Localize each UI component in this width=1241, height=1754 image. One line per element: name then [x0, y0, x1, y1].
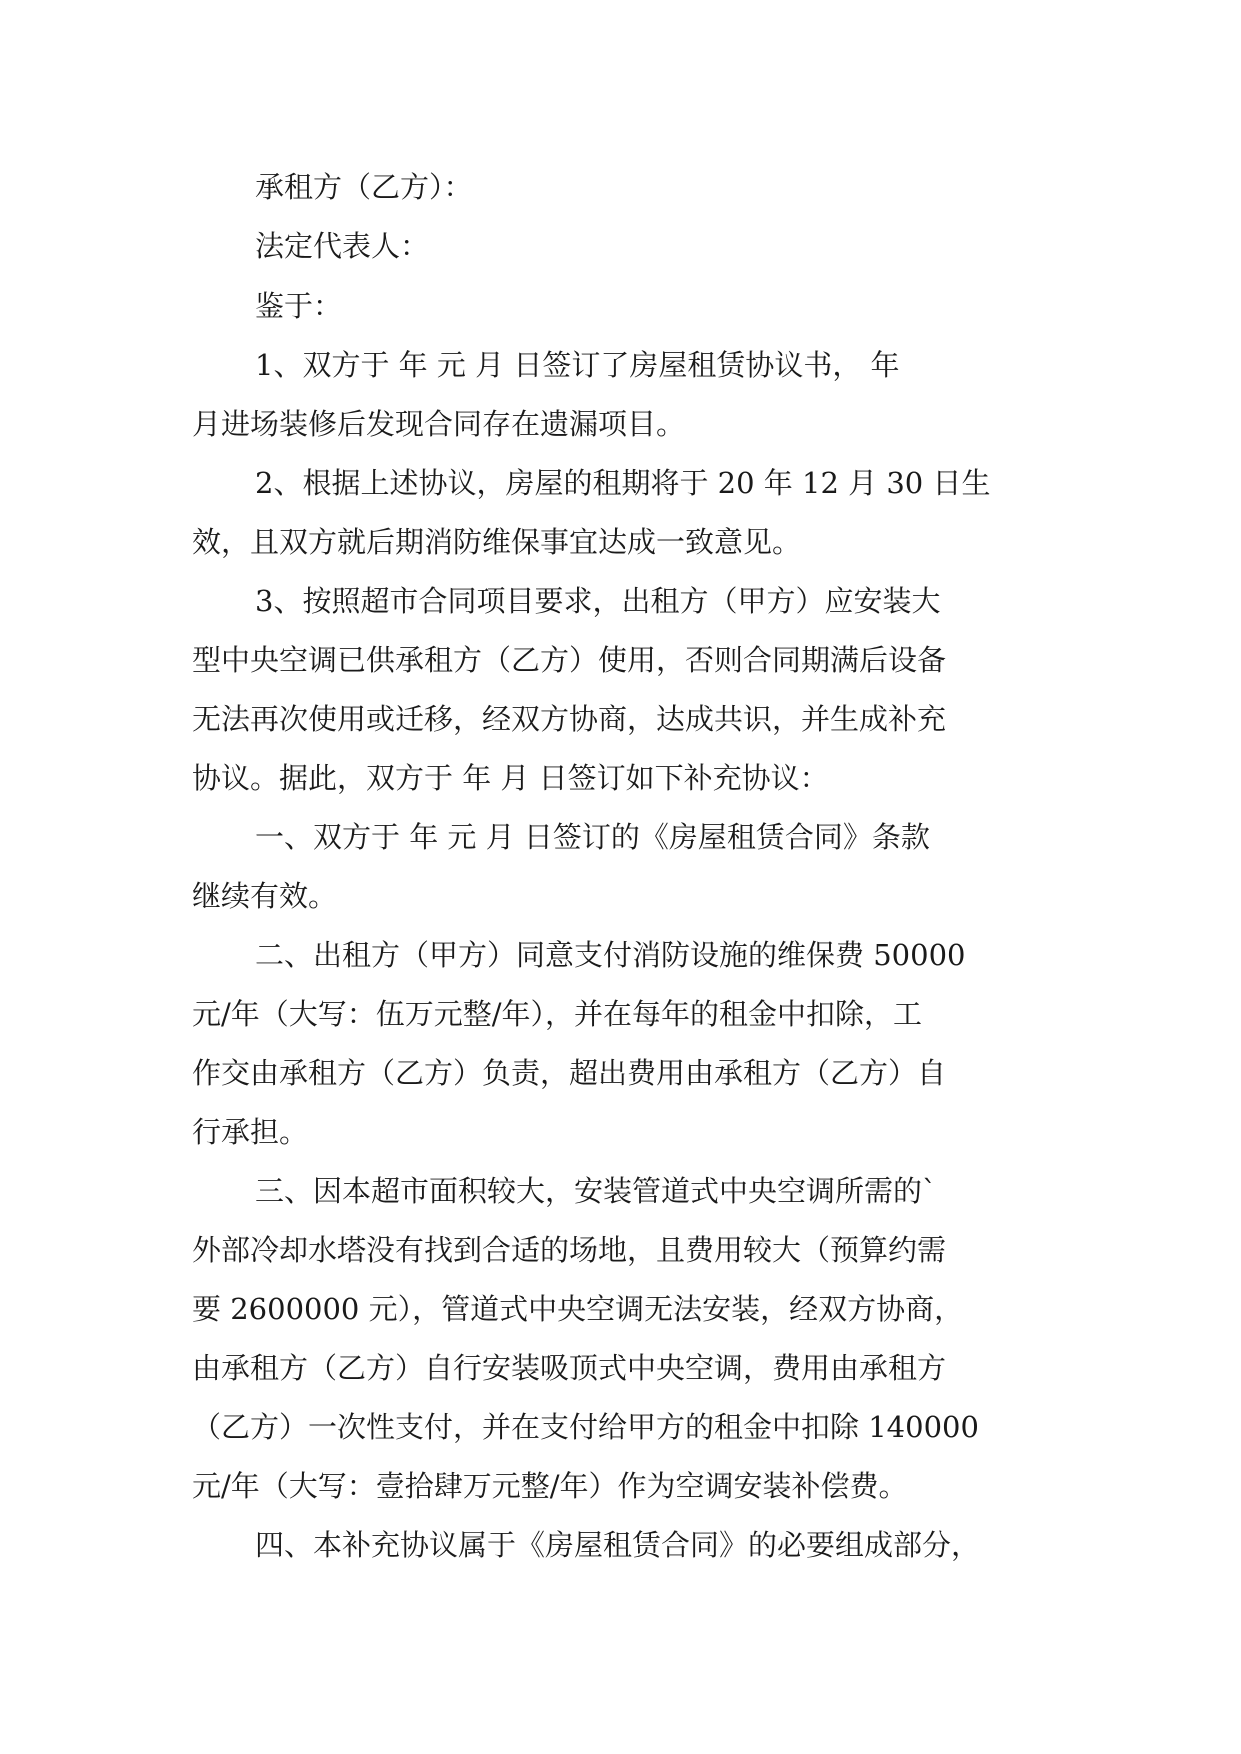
whereas-heading: 鉴于：: [255, 289, 343, 323]
lessee-party-line: 承租方（乙方）：: [255, 170, 473, 204]
clause-1-line-2: 继续有效。: [192, 879, 338, 913]
clause-3-line-1: 三、因本超市面积较大，安装管道式中央空调所需的`: [255, 1174, 937, 1208]
recital-3-line-1: 3、按照超市合同项目要求，出租方（甲方）应安装大: [255, 584, 941, 618]
clause-3-line-5: （乙方）一次性支付，并在支付给甲方的租金中扣除 140000: [192, 1410, 979, 1444]
clause-3-line-4: 由承租方（乙方）自行安装吸顶式中央空调，费用由承租方: [192, 1351, 947, 1385]
clause-2-line-2: 元/年（大写：伍万元整/年），并在每年的租金中扣除，工: [192, 997, 923, 1031]
clause-2-line-4: 行承担。: [192, 1115, 309, 1149]
clause-3-line-6: 元/年（大写：壹拾肆万元整/年）作为空调安装补偿费。: [192, 1469, 908, 1503]
recital-3-line-3: 无法再次使用或迁移，经双方协商，达成共识，并生成补充: [192, 702, 947, 736]
recital-3-line-4: 协议。据此，双方于 年 月 日签订如下补充协议：: [192, 761, 829, 795]
legal-representative-line: 法定代表人：: [255, 229, 430, 263]
recital-2-line-1: 2、根据上述协议，房屋的租期将于 20 年 12 月 30 日生: [255, 466, 991, 500]
clause-3-line-3: 要 2600000 元），管道式中央空调无法安装，经双方协商，: [192, 1292, 964, 1326]
recital-3-line-2: 型中央空调已供承租方（乙方）使用，否则合同期满后设备: [192, 643, 947, 677]
recital-2-line-2: 效，且双方就后期消防维保事宜达成一致意见。: [192, 525, 802, 559]
clause-2-line-3: 作交由承租方（乙方）负责，超出费用由承租方（乙方）自: [192, 1056, 947, 1090]
clause-1-line-1: 一、双方于 年 元 月 日签订的《房屋租赁合同》条款: [255, 820, 930, 854]
clause-4-line-1: 四、本补充协议属于《房屋租赁合同》的必要组成部分，: [255, 1528, 981, 1562]
recital-1-line-1: 1、双方于 年 元 月 日签订了房屋租赁协议书， 年: [255, 348, 900, 382]
clause-3-line-2: 外部冷却水塔没有找到合适的场地，且费用较大（预算约需: [192, 1233, 947, 1267]
clause-2-line-1: 二、出租方（甲方）同意支付消防设施的维保费 50000: [255, 938, 966, 972]
recital-1-line-2: 月进场装修后发现合同存在遗漏项目。: [192, 407, 686, 441]
